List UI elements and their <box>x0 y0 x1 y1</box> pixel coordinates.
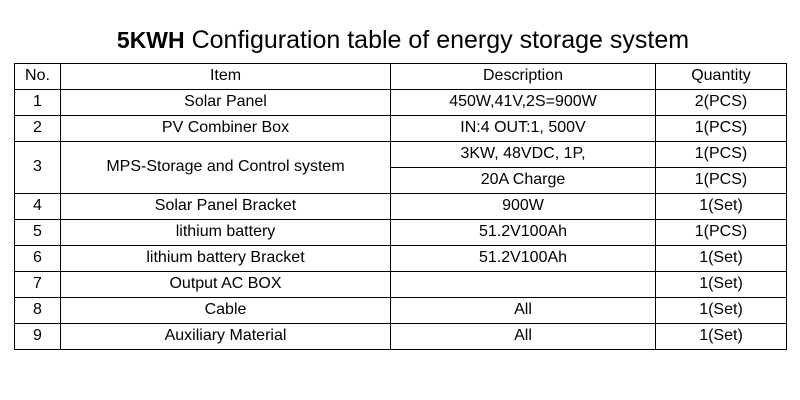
table-row <box>15 324 787 350</box>
cell-item: lithium battery <box>61 220 391 246</box>
cell-description: 51.2V100Ah <box>391 246 656 272</box>
cell-description: 450W,41V,2S=900W <box>391 90 656 116</box>
cell-quantity: 1(Set) <box>656 272 787 298</box>
cell-description: 51.2V100Ah <box>391 220 656 246</box>
cell-description: 20A Charge <box>391 168 656 194</box>
cell-quantity: 1(PCS) <box>656 220 787 246</box>
cell-description: All <box>391 298 656 324</box>
column-header-item: Item <box>61 64 391 90</box>
cell-no: 2 <box>15 116 61 142</box>
cell-no: 5 <box>15 220 61 246</box>
cell-description: IN:4 OUT:1, 500V <box>391 116 656 142</box>
column-header-description: Description <box>391 64 656 90</box>
table-row <box>15 298 787 324</box>
column-header-quantity: Quantity <box>656 64 787 90</box>
cell-no: 1 <box>15 90 61 116</box>
cell-no: 6 <box>15 246 61 272</box>
table-row <box>15 142 787 168</box>
cell-no: 8 <box>15 298 61 324</box>
table-row <box>15 246 787 272</box>
cell-quantity: 1(PCS) <box>656 116 787 142</box>
page-title <box>14 26 786 55</box>
cell-no: 3 <box>15 142 61 194</box>
cell-description: 3KW, 48VDC, 1P, <box>391 142 656 168</box>
cell-description <box>391 272 656 298</box>
cell-item: Solar Panel Bracket <box>61 194 391 220</box>
cell-item: lithium battery Bracket <box>61 246 391 272</box>
table-row <box>15 272 787 298</box>
page-title-lead: 5KWH <box>116 27 185 53</box>
cell-quantity: 2(PCS) <box>656 90 787 116</box>
table-row <box>15 116 787 142</box>
table-header <box>15 64 787 90</box>
table-row <box>15 90 787 116</box>
cell-no: 4 <box>15 194 61 220</box>
cell-quantity: 1(PCS) <box>656 168 787 194</box>
cell-quantity: 1(Set) <box>656 298 787 324</box>
cell-quantity: 1(Set) <box>656 246 787 272</box>
cell-item: Solar Panel <box>61 90 391 116</box>
cell-quantity: 1(Set) <box>656 194 787 220</box>
cell-item: Output AC BOX <box>61 272 391 298</box>
cell-description: All <box>391 324 656 350</box>
page-title-rest: Configuration table of energy storage system <box>184 26 690 54</box>
table-body <box>15 90 787 350</box>
cell-item: PV Combiner Box <box>61 116 391 142</box>
cell-item: Cable <box>61 298 391 324</box>
cell-quantity: 1(PCS) <box>656 142 787 168</box>
cell-item: Auxiliary Material <box>61 324 391 350</box>
cell-no: 9 <box>15 324 61 350</box>
cell-item: MPS-Storage and Control system <box>61 142 391 194</box>
table-header-row <box>15 64 787 90</box>
cell-no: 7 <box>15 272 61 298</box>
column-header-no: No. <box>15 64 61 90</box>
table-row <box>15 220 787 246</box>
configuration-table <box>14 63 787 350</box>
table-row <box>15 194 787 220</box>
cell-quantity: 1(Set) <box>656 324 787 350</box>
cell-description: 900W <box>391 194 656 220</box>
